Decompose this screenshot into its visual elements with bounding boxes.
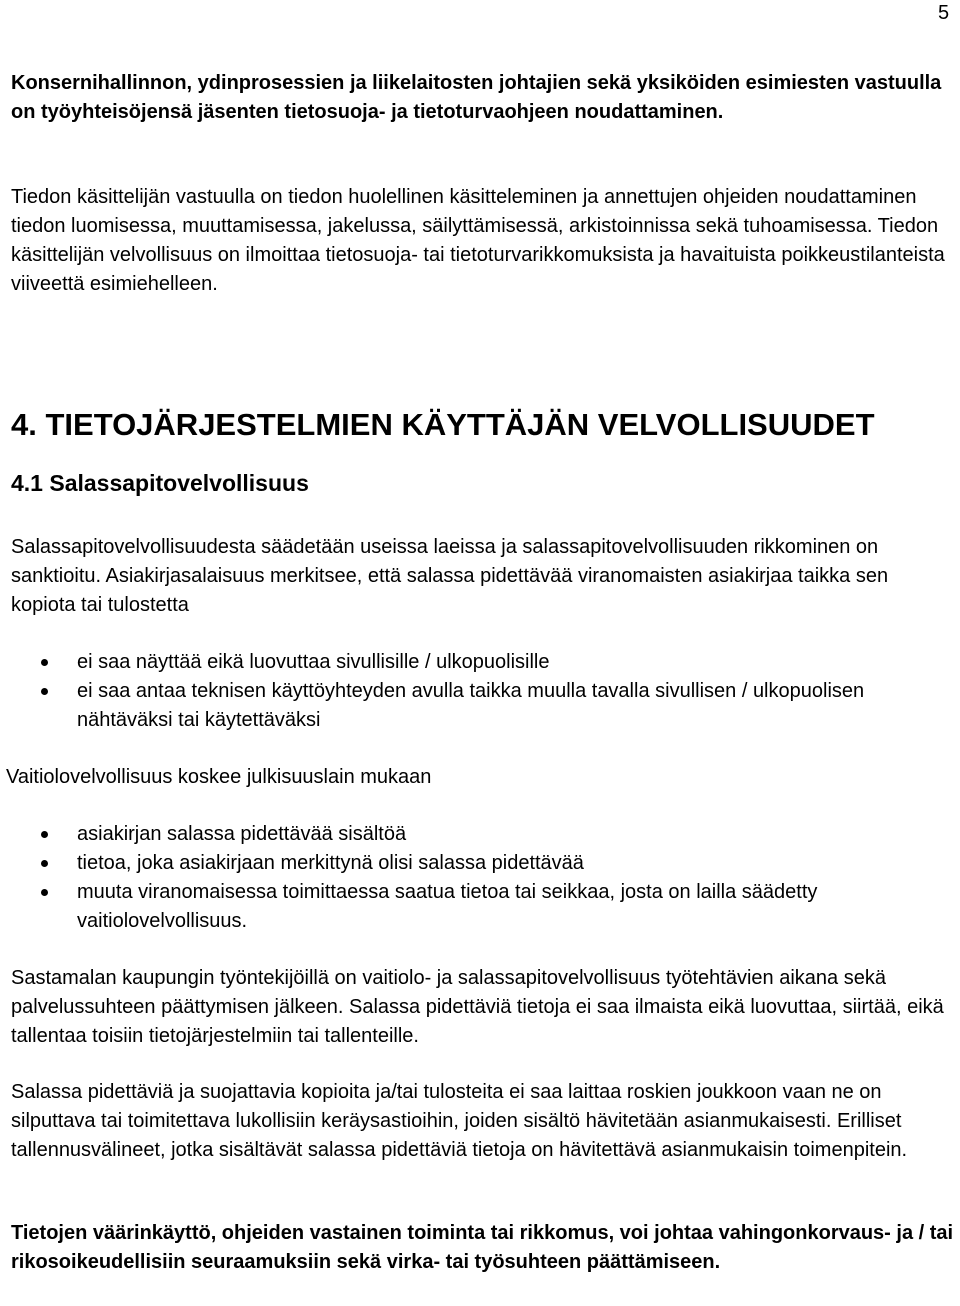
bullet-icon xyxy=(41,831,48,838)
list-item-text: asiakirjan salassa pidettävää sisältöä xyxy=(77,823,407,845)
secrecy-obligation-paragraph: Salassapitovelvollisuudesta säädetään useissa laeissa ja salassapitovelvollisuuden rikkominen on sanktioitu. Asiakirjasalaisuus merkitsee, että salassa pidettävää viranomaisten asiakirjaa taikka sen kopiota tai tulostetta xyxy=(11,536,889,616)
confidentiality-intro: Vaitiolovelvollisuus koskee julkisuuslain mukaan xyxy=(6,766,432,788)
intro-responsibility-paragraph: Konsernihallinnon, ydinprosessien ja liikelaitosten johtajien sekä yksiköiden esimiesten vastuulla on työyhteisöjensä jäsenten tietosuoja- ja tietoturvaohjeen noudattaminen. xyxy=(11,72,942,123)
list-item-text: muuta viranomaisessa toimittaessa saatua tietoa tai seikkaa, josta on lailla säädetty vaitiolovelvollisuus. xyxy=(77,881,818,932)
page-number: 5 xyxy=(938,2,950,24)
document-disposal-paragraph: Salassa pidettäviä ja suojattavia kopioita ja/tai tulosteita ei saa laittaa roskien joukkoon vaan ne on silputtava tai toimitettava lukollisiin keräysastioihin, joiden sisältö hävitetään asianmukaisesti. Erilliset tallennusvälineet, jotka sisältävät salassa pidettäviä tietoja on hävitettävä asianmukaisin toimenpitein. xyxy=(11,1081,908,1161)
confidentiality-bullet-list xyxy=(0,820,945,936)
list-item-text: ei saa näyttää eikä luovuttaa sivullisille / ulkopuolisille xyxy=(77,651,550,673)
employees-obligation-paragraph: Sastamalan kaupungin työntekijöillä on vaitiolo- ja salassapitovelvollisuus työtehtävien aikana sekä palvelussuhteen päättymisen jälkeen. Salassa pidettäviä tietoja ei saa ilmaista eikä luovuttaa, siirtää, eikä tallentaa toisiin tietojärjestelmiin tai tallenteille. xyxy=(11,967,944,1047)
bullet-icon xyxy=(41,860,48,867)
list-item-text: ei saa antaa teknisen käyttöyhteyden avulla taikka muulla tavalla sivullisen / ulkopuolisen nähtäväksi tai käytettäväksi xyxy=(77,680,865,731)
list-item xyxy=(0,849,945,878)
bullet-icon xyxy=(41,889,48,896)
bullet-icon xyxy=(41,688,48,695)
section-heading: 4. TIETOJÄRJESTELMIEN KÄYTTÄJÄN VELVOLLISUUDET xyxy=(11,407,875,442)
list-item xyxy=(0,878,945,936)
list-item xyxy=(0,677,945,735)
list-item xyxy=(0,648,945,677)
bullet-icon xyxy=(41,659,48,666)
misuse-warning-paragraph: Tietojen väärinkäyttö, ohjeiden vastainen toiminta tai rikkomus, voi johtaa vahingonkorvaus- ja / tai rikosoikeudellisiin seuraamuksiin sekä virka- tai työsuhteen päättämiseen. xyxy=(11,1222,954,1273)
data-handler-paragraph: Tiedon käsittelijän vastuulla on tiedon huolellinen käsitteleminen ja annettujen ohjeiden noudattaminen tiedon luomisessa, muuttamisessa, jakelussa, säilyttämisessä, arkistoinnissa sekä tuhoamisessa. Tiedon käsittelijän velvollisuus on ilmoittaa tietosuoja- tai tietoturvarikkomuksista ja havaituista poikkeustilanteista viiveettä esimiehelleen. xyxy=(11,186,945,295)
list-item-text: tietoa, joka asiakirjaan merkittynä olisi salassa pidettävää xyxy=(77,852,584,874)
list-item xyxy=(0,820,945,849)
subsection-heading: 4.1 Salassapitovelvollisuus xyxy=(11,470,309,496)
secrecy-bullet-list xyxy=(0,648,945,735)
